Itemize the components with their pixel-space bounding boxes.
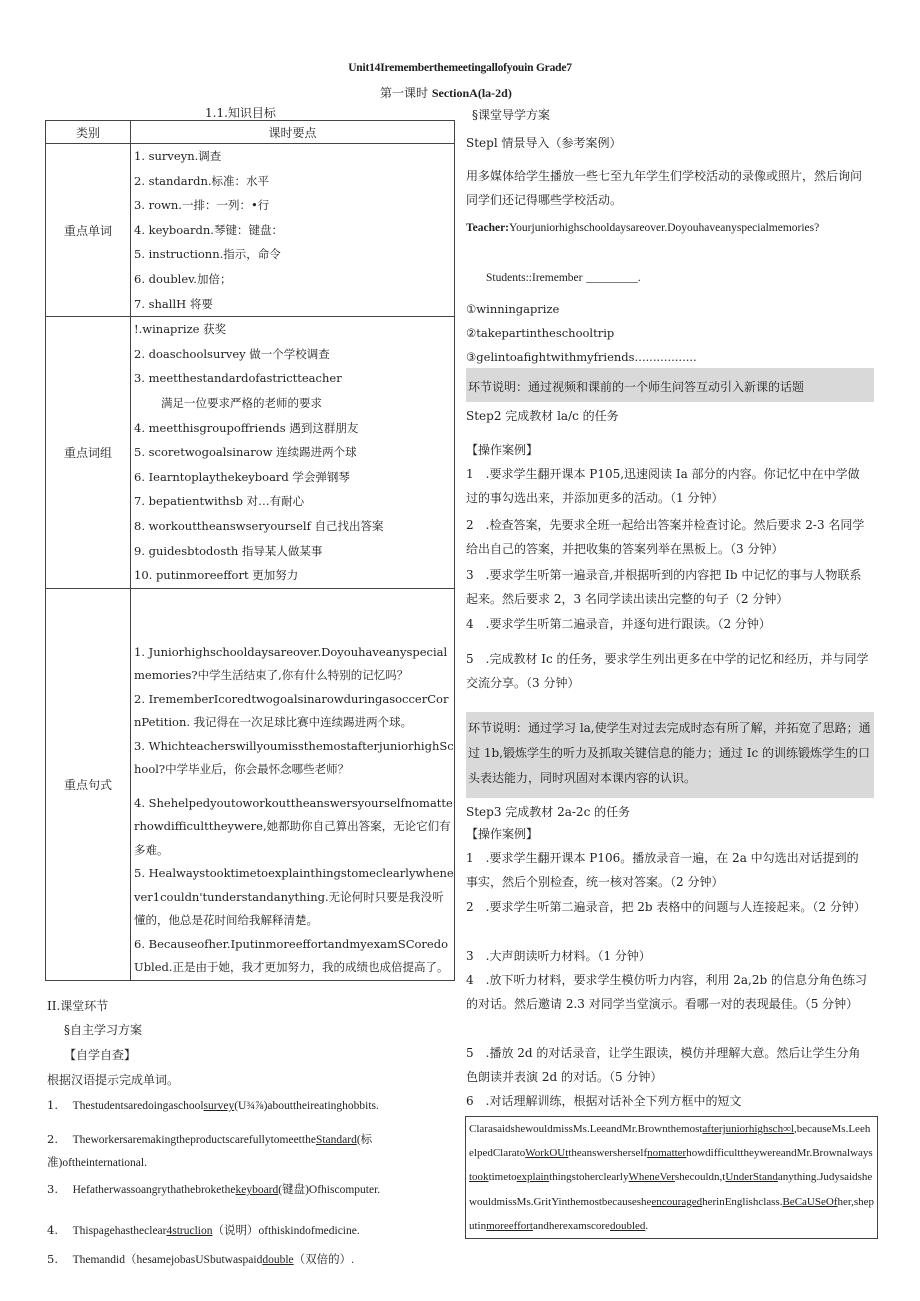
note-1: 环节说明：通过视频和课前的一个师生问答互动引入新课的话题 <box>466 368 874 402</box>
table-header-row <box>46 121 455 144</box>
exercise-num: 1. <box>47 1098 58 1112</box>
exercise-text: Thestudentsaredoingaschool <box>72 1100 204 1112</box>
story-text: thingstoherclearly <box>549 1171 629 1184</box>
lesson-subtitle <box>380 84 512 101</box>
exercise-num: 2. <box>47 1132 58 1146</box>
step3-case: 【操作案例】 <box>466 827 539 841</box>
step2-item-3: 3 .要求学生听第一遍录音,并根据听到的内容把 Ib 中记忆的事与人物联系起来。然后要求 2，3 名同学读出读出完整的句子（2 分钟） <box>466 568 862 606</box>
exercise-answer: 4struclion <box>166 1225 213 1237</box>
list-item: 5. Healwaystooktimetoexplainthingstomeclearlywhenever1couldn'tunderstandanything.无论何时只要是我没听懂的，他总是花时间给我解释清楚。 <box>134 866 454 928</box>
story-text: anything.JudysaidshewouldmissMs.GritYinthemostbecauseshe <box>469 1171 873 1208</box>
exercise-answer: keyboard <box>235 1184 279 1196</box>
story-text: herinEnglishclass. <box>702 1195 783 1208</box>
sentences-list <box>131 588 455 980</box>
exercise-text: （双倍的）. <box>293 1254 355 1266</box>
story-answer: WheneVer <box>628 1171 675 1184</box>
story-text: andherexamscore <box>532 1219 610 1232</box>
story-text: howdifficulttheywereandMr.Brownalways <box>686 1147 873 1160</box>
list-item: 7. shallH 将要 <box>134 296 213 311</box>
table-row <box>46 317 455 589</box>
exercise-num: 4. <box>47 1223 58 1237</box>
exercise-text: Thispagehastheclear <box>72 1225 167 1237</box>
step3-item-2: 2 .要求学生听第二遍录音，把 2b 表格中的问题与人连接起来。（2 分钟） <box>466 900 866 914</box>
step3-item-3: 3 .大声朗读听力材料。（1 分钟） <box>466 949 651 963</box>
list-item: 5. scoretwogoalsinarow 连续踢进两个球 <box>134 445 357 460</box>
story-text: ,becauseMs.LeehelpedClarato <box>469 1123 871 1160</box>
list-item: 3. rown.一排：一列：•行 <box>134 198 270 213</box>
list-item: 2. standardn.标准：水平 <box>134 173 270 188</box>
exercise-text: Hefatherwassoangrythathebrokethe <box>72 1184 236 1196</box>
exercise-3 <box>47 1181 457 1197</box>
step1-heading: Stepl 情景导入（参考案例） <box>466 136 622 150</box>
self-study-plan: §自主学习方案 <box>64 1023 143 1037</box>
list-item: 满足一位要求严格的老师的要求 <box>161 395 322 410</box>
story-answer: moreeffort <box>486 1219 533 1232</box>
story-answer: explain <box>516 1171 550 1184</box>
step2-heading: Step2 完成教材 la/c 的任务 <box>466 409 619 423</box>
list-item: 6. Iearntoplaythekeyboard 学会弹钢琴 <box>134 469 350 484</box>
list-item: 1. surveyn.调查 <box>134 149 222 163</box>
phrases-list <box>131 317 455 589</box>
list-item: 5. instructionn.指示，命令 <box>134 247 281 262</box>
knowledge-table <box>45 120 455 981</box>
section2-heading: II.课堂环节 <box>47 999 109 1013</box>
answer-blank: _________. <box>586 272 641 284</box>
teacher-text: Yourjuniorhighschooldaysareover.Doyouhaveanyspecialmemories? <box>509 222 820 234</box>
words-list <box>131 144 455 317</box>
exercise-text: (U¾⅞)abouttheireatinghobbits. <box>234 1100 379 1112</box>
option-1: ①winningaprize <box>466 302 560 316</box>
exercise-num: 5. <box>47 1252 58 1266</box>
step3-item-4: 4 .放下听力材料，要求学生模仿听力内容，利用 2a,2b 的信息分角色练习的对话。然后邀请 2.3 对同学当堂演示。看哪一对的表现最佳。（5 分钟） <box>466 973 868 1011</box>
story-answer: WorkOUt <box>525 1147 569 1160</box>
list-item: 2. IrememberIcoredtwogoalsinarowduringasoccerCornPetition. 我记得在一次足球比赛中连续踢进两个球。 <box>134 691 449 730</box>
guide-plan-heading: §课堂导学方案 <box>472 108 551 122</box>
exercise-text: Theworkersaremakingtheproductscarefullytomeetthe <box>72 1134 316 1146</box>
exercise-text: (标准)oftheinternational. <box>47 1134 373 1169</box>
students-line <box>486 265 890 290</box>
table-row <box>46 588 455 980</box>
document-title: Unit14Irememberthemeetingallofyouin Grade7 <box>348 62 572 74</box>
exercise-answer: Standard <box>315 1134 357 1146</box>
exercise-1 <box>47 1098 457 1112</box>
step1-text: 用多媒体给学生播放一些七至九年学生们学校活动的录像或照片，然后询问同学们还记得哪些学校活动。 <box>466 169 863 207</box>
teacher-label: Teacher: <box>466 222 510 234</box>
exercise-answer: double <box>262 1254 294 1266</box>
list-item: 2. doaschoolsurvey 做一个学校调查 <box>134 346 330 361</box>
students-text: Students::Iremember <box>486 272 583 284</box>
step3-item-6: 6 .对话理解训练，根据对话补全下列方框中的短文 <box>466 1094 742 1108</box>
step2-case: 【操作案例】 <box>466 443 539 457</box>
story-answer: doubled <box>609 1219 646 1232</box>
exercise-num: 3. <box>47 1182 58 1196</box>
option-3: ③gelintoafightwithmyfriends................. <box>466 350 697 364</box>
category-words: 重点单词 <box>46 144 131 317</box>
exercise-4 <box>47 1222 457 1238</box>
exercise-text: (键盘)Ofhiscomputer. <box>278 1184 381 1196</box>
subtitle-cn: 第一课时 <box>380 86 429 100</box>
subtitle-en: SectionA(la-2d) <box>431 86 512 100</box>
story-answer: UnderStand <box>725 1171 778 1184</box>
story-text: her,sheputin <box>469 1195 874 1232</box>
step2-item-5: 5 .完成教材 Ic 的任务，要求学生列出更多在中学的记忆和经历，并与同学交流分享。（3 分钟） <box>466 652 869 690</box>
note-2: 环节说明：通过学习 la,使学生对过去完成时态有所了解，并拓宽了思路；通过 1b,锻炼学生的听力及抓取关键信息的能力；通过 Ic 的训练锻炼学生的口头表达能力，同时巩固对本课内容的认识。 <box>466 712 874 798</box>
table-row <box>46 144 455 317</box>
exercise-answer: survey <box>203 1100 235 1112</box>
exercise-text: Themandid（hesamejobasUSbutwaspaid <box>72 1254 263 1266</box>
step3-heading: Step3 完成教材 2a-2c 的任务 <box>466 805 631 819</box>
step2-item-1: 1 .要求学生翻开课本 P105,迅速阅读 Ia 部分的内容。你记忆中在中学做过的事勾选出来，并添加更多的活动。（1 分钟） <box>466 467 860 505</box>
story-text: shecouldn,t <box>674 1171 726 1184</box>
list-item: 8. workouttheanswseryourself 自己找出答案 <box>134 518 384 533</box>
story-answer: encouraged <box>651 1195 703 1208</box>
step2-item-4: 4 .要求学生听第二遍录音，并逐句进行跟读。（2 分钟） <box>466 617 771 631</box>
list-item: 9. guidesbtodosth 指导某人做某事 <box>134 543 323 558</box>
col-points: 课时要点 <box>131 121 455 144</box>
story-text: timeto <box>488 1171 517 1184</box>
exercise-2 <box>47 1128 457 1174</box>
goals-heading: 1.1.知识目标 <box>205 106 276 120</box>
list-item: !.winaprize 获奖 <box>134 322 227 337</box>
list-item: 3. meetthestandardofastrictteacher <box>134 371 342 386</box>
story-answer: afterjuniorhighsch∞l <box>702 1123 794 1135</box>
step3-item-5: 5 .播放 2d 的对话录音，让学生跟读，模仿并理解大意。然后让学生分角色朗读并表演 2d 的对话。（5 分钟） <box>466 1046 861 1084</box>
teacher-line <box>466 215 870 240</box>
story-text: theanswersherself <box>568 1147 648 1160</box>
list-item: 6. Becauseofher.IputinmoreeffortandmyexamSCoredoUbled.正是由于她，我才更加努力，我的成绩也成倍提高了。 <box>134 936 449 975</box>
list-item: 10. putinmoreeffort 更加努力 <box>134 568 299 583</box>
col-category: 类别 <box>46 121 131 144</box>
exercise-5 <box>47 1251 457 1267</box>
story-answer: BeCaUSeOf <box>782 1195 838 1208</box>
list-item: 4. Shehelpedyoutoworkouttheanswersyourselfnomatterhowdifficulttheywere,她都助你自己算出答案，无论它们有多难。 <box>134 795 453 857</box>
story-box <box>465 1116 878 1239</box>
option-2: ②takepartintheschooltrip <box>466 326 615 340</box>
story-text: ClarasaidshewouldmissMs.LeeandMr.Brownthemost <box>469 1123 703 1135</box>
list-item: 4. meetthisgroupoffriends 遇到这群朋友 <box>134 420 359 435</box>
story-answer: nomatter <box>647 1147 687 1160</box>
step3-item-1: 1 .要求学生翻开课本 P106。播放录音一遍，在 2a 中勾选出对话提到的事实，然后个别检查，统一核对答案。（2 分钟） <box>466 851 859 889</box>
self-check: 【自学自查】 <box>64 1048 137 1062</box>
list-item: 4. keyboardn.琴键：键盘： <box>134 222 283 237</box>
story-text: . <box>645 1219 649 1232</box>
step2-item-2: 2 .检查答案，先要求全班一起给出答案并检查讨论。然后要求 2-3 名同学给出自己的答案，并把收集的答案列举在黑板上。（3 分钟） <box>466 518 865 556</box>
list-item: 1. Juniorhighschooldaysareover.Doyouhaveanyspecialmemories?中学生活结束了,你有什么特别的记忆吗？ <box>134 644 448 683</box>
category-phrases: 重点词组 <box>46 317 131 589</box>
list-item: 7. bepatientwithsb 对…有耐心 <box>134 494 305 509</box>
list-item: 6. doublev.加倍； <box>134 271 232 286</box>
story-answer: took <box>469 1171 489 1184</box>
category-sentences: 重点句式 <box>46 588 131 980</box>
exercise-text: （说明）ofthiskindofmedicine. <box>212 1225 360 1237</box>
list-item: 3. WhichteacherswillyoumissthemostafterjuniorhighSchool?中学毕业后，你会最怀念哪些老师？ <box>134 738 454 777</box>
fill-instruction: 根据汉语提示完成单词。 <box>47 1073 180 1087</box>
